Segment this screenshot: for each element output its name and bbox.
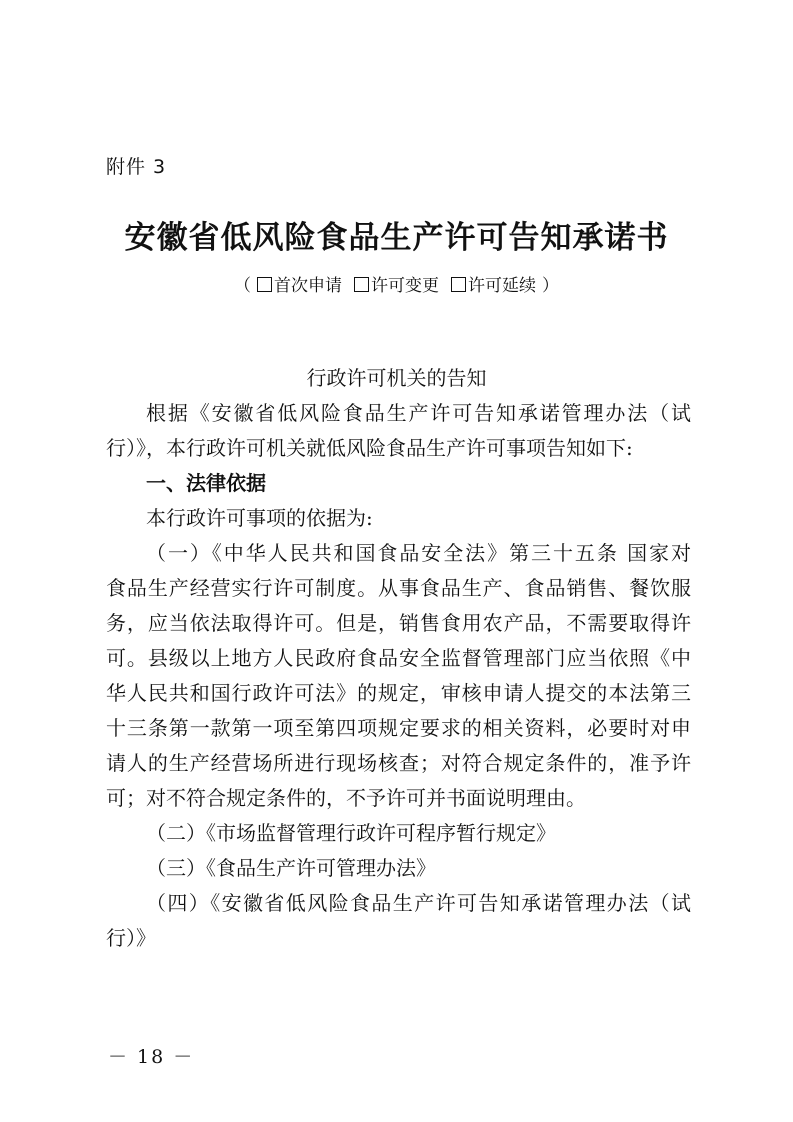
option-label: 首次申请 xyxy=(274,276,342,296)
page-number: － 18 － xyxy=(108,1046,195,1068)
clause-3: （三）《食品生产许可管理办法》 xyxy=(146,856,436,880)
options-close-paren: ） xyxy=(542,276,559,296)
clause-4-line: （四）《安徽省低风险食品生产许可告知承诺管理办法（试 xyxy=(146,891,691,915)
option-license-extension[interactable] xyxy=(451,276,536,296)
clause-4-line: 行）》 xyxy=(106,926,156,950)
clause-2: （二）《市场监督管理行政许可程序暂行规定》 xyxy=(146,821,556,845)
basis-intro: 本行政许可事项的依据为: xyxy=(146,506,373,530)
heading-legal-basis: 一、法律依据 xyxy=(146,471,266,495)
attachment-label: 附件 3 xyxy=(106,156,167,178)
clause-1-line: 十三条第一款第一项至第四项规定要求的相关资料，必要时对申 xyxy=(106,716,691,740)
option-label: 许可变更 xyxy=(371,276,439,296)
clause-1-line: 可。县级以上地方人民政府食品安全监督管理部门应当依照《中 xyxy=(106,646,691,670)
section-title: 行政许可机关的告知 xyxy=(306,366,487,390)
document-body xyxy=(106,396,691,956)
application-type-options xyxy=(0,271,793,296)
options-open-paren: （ xyxy=(234,276,251,296)
checkbox-first-application[interactable] xyxy=(257,277,272,292)
clause-1-line: 华人民共和国行政许可法》的规定，审核申请人提交的本法第三 xyxy=(106,681,691,705)
intro-line: 根据《安徽省低风险食品生产许可告知承诺管理办法（试 xyxy=(146,401,691,425)
clause-1-line: 食品生产经营实行许可制度。从事食品生产、食品销售、餐饮服 xyxy=(106,576,691,600)
checkbox-license-extension[interactable] xyxy=(451,277,466,292)
intro-line: 行）》，本行政许可机关就低风险食品生产许可事项告知如下: xyxy=(106,436,633,460)
clause-1-line: 请人的生产经营场所进行现场核查；对符合规定条件的，准予许 xyxy=(106,751,691,775)
document-title: 安徽省低风险食品生产许可告知承诺书 xyxy=(124,220,669,256)
option-first-application[interactable] xyxy=(257,276,342,296)
clause-1-line: 可；对不符合规定条件的，不予许可并书面说明理由。 xyxy=(106,786,586,810)
clause-1-line: 务，应当依法取得许可。但是，销售食用农产品，不需要取得许 xyxy=(106,611,691,635)
option-label: 许可延续 xyxy=(468,276,536,296)
option-license-change[interactable] xyxy=(354,276,439,296)
checkbox-license-change[interactable] xyxy=(354,277,369,292)
clause-1-line: （一）《中华人民共和国食品安全法》第三十五条 国家对 xyxy=(146,541,691,565)
